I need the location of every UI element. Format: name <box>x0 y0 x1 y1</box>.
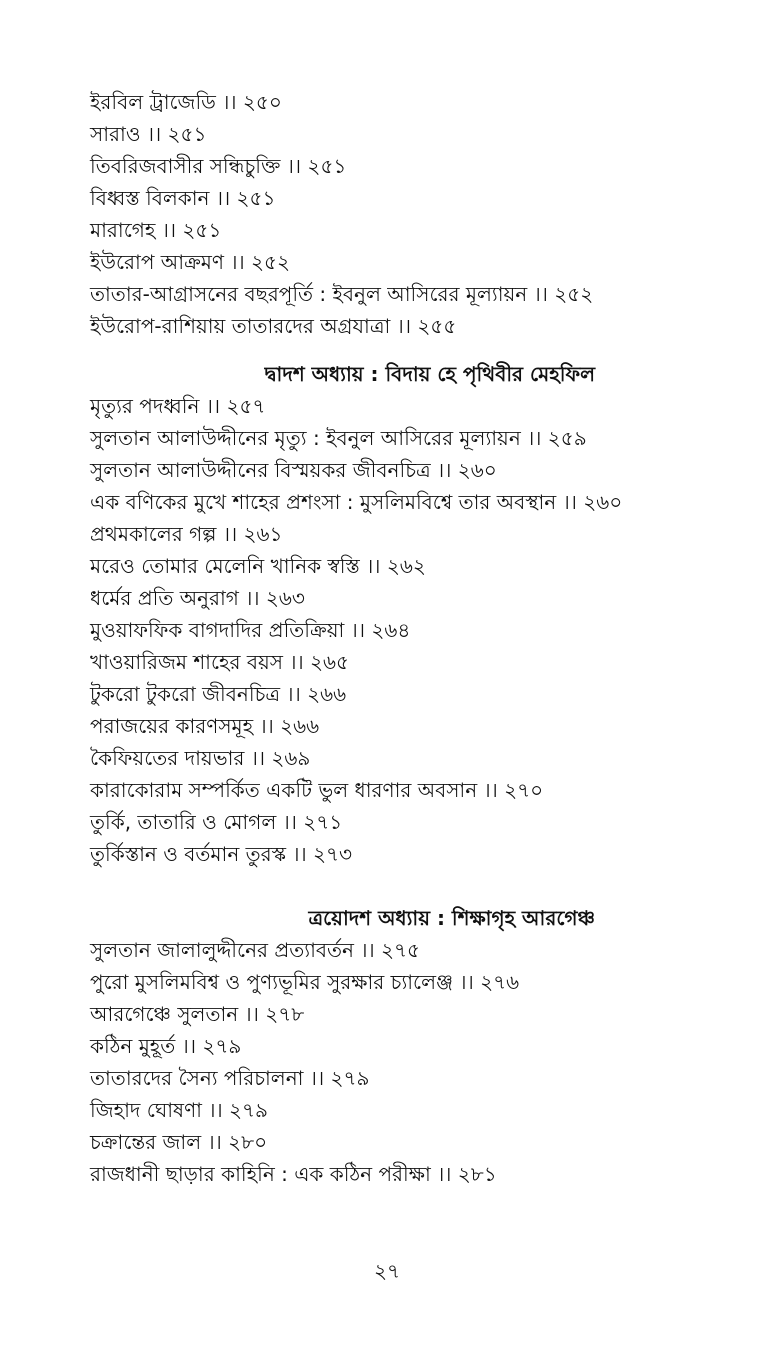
chapter-heading: ত্রয়োদশ অধ্যায় : শিক্ষাগৃহ আরগেঞ্চ <box>308 906 595 930</box>
chapter-heading: দ্বাদশ অধ্যায় : বিদায় হে পৃথিবীর মেহফিল <box>264 362 595 386</box>
toc-entry: বিধ্বস্ত বিলকান ।। ২৫১ <box>90 186 276 210</box>
toc-entry: প্রথমকালের গল্প ।। ২৬১ <box>90 522 283 546</box>
toc-entry: রাজধানী ছাড়ার কাহিনি : এক কঠিন পরীক্ষা ।। ২৮১ <box>90 1162 497 1186</box>
toc-entry: মরেও তোমার মেলেনি খানিক স্বস্তি ।। ২৬২ <box>90 554 426 578</box>
toc-entry: তুর্কিস্তান ও বর্তমান তুরস্ক ।। ২৭৩ <box>90 842 353 866</box>
toc-entry: কঠিন মুহূর্ত ।। ২৭৯ <box>90 1034 242 1058</box>
toc-entry: কৈফিয়তের দায়ভার ।। ২৬৯ <box>90 746 311 770</box>
toc-entry: তাতারদের সৈন্য পরিচালনা ।। ২৭৯ <box>90 1066 370 1090</box>
toc-entry: তাতার-আগ্রাসনের বছরপূর্তি : ইবনুল আসিরের মূল্যায়ন ।। ২৫২ <box>90 282 594 306</box>
toc-entry: কারাকোরাম সম্পর্কিত একটি ভুল ধারণার অবসান ।। ২৭০ <box>90 778 544 802</box>
toc-entry: তিবরিজবাসীর সন্ধিচুক্তি ।। ২৫১ <box>90 154 347 178</box>
toc-entry: মৃত্যুর পদধ্বনি ।। ২৫৭ <box>90 394 266 418</box>
toc-entry: এক বণিকের মুখে শাহের প্রশংসা : মুসলিমবিশ্বে তার অবস্থান ।। ২৬০ <box>90 490 623 514</box>
toc-entry: মারাগেহ ।। ২৫১ <box>90 218 222 242</box>
toc-entry: ধর্মের প্রতি অনুরাগ ।। ২৬৩ <box>90 586 305 610</box>
page-number: ২৭ <box>373 1259 400 1283</box>
toc-entry: ইরবিল ট্রাজেডি ।। ২৫০ <box>90 90 282 114</box>
toc-entry: তুর্কি, তাতারি ও মোগল ।। ২৭১ <box>90 810 343 834</box>
toc-chapter-12 <box>90 358 690 870</box>
toc-entry: টুকরো টুকরো জীবনচিত্র ।। ২৬৬ <box>90 682 347 706</box>
toc-entry: জিহাদ ঘোষণা ।। ২৭৯ <box>90 1098 268 1122</box>
toc-entry: সুলতান জালালুদ্দীনের প্রত্যাবর্তন ।। ২৭৫ <box>90 938 420 962</box>
toc-entry: সারাও ।। ২৫১ <box>90 122 207 146</box>
toc-entry: খাওয়ারিজম শাহের বয়স ।। ২৬৫ <box>90 650 349 674</box>
toc-entry: চক্রান্তের জাল ।। ২৮০ <box>90 1130 268 1154</box>
toc-entry: মুওয়াফফিক বাগদাদির প্রতিক্রিয়া ।। ২৬৪ <box>90 618 411 642</box>
toc-chapter-13 <box>90 902 690 1190</box>
toc-entry: পরাজয়ের কারণসমূহ ।। ২৬৬ <box>90 714 320 738</box>
toc-entry: ইউরোপ আক্রমণ ।। ২৫২ <box>90 250 291 274</box>
toc-entry: আরগেঞ্চে সুলতান ।। ২৭৮ <box>90 1002 305 1026</box>
toc-entry: সুলতান আলাউদ্দীনের বিস্ময়কর জীবনচিত্র ।। ২৬০ <box>90 458 497 482</box>
toc-section-continued <box>90 86 690 342</box>
toc-entry: পুরো মুসলিমবিশ্ব ও পুণ্যভূমির সুরক্ষার চ্যালেঞ্জ ।। ২৭৬ <box>90 970 520 994</box>
toc-entry: ইউরোপ-রাশিয়ায় তাতারদের অগ্রযাত্রা ।। ২৫৫ <box>90 314 457 338</box>
toc-entry: সুলতান আলাউদ্দীনের মৃত্যু : ইবনুল আসিরের মূল্যায়ন ।। ২৫৯ <box>90 426 587 450</box>
